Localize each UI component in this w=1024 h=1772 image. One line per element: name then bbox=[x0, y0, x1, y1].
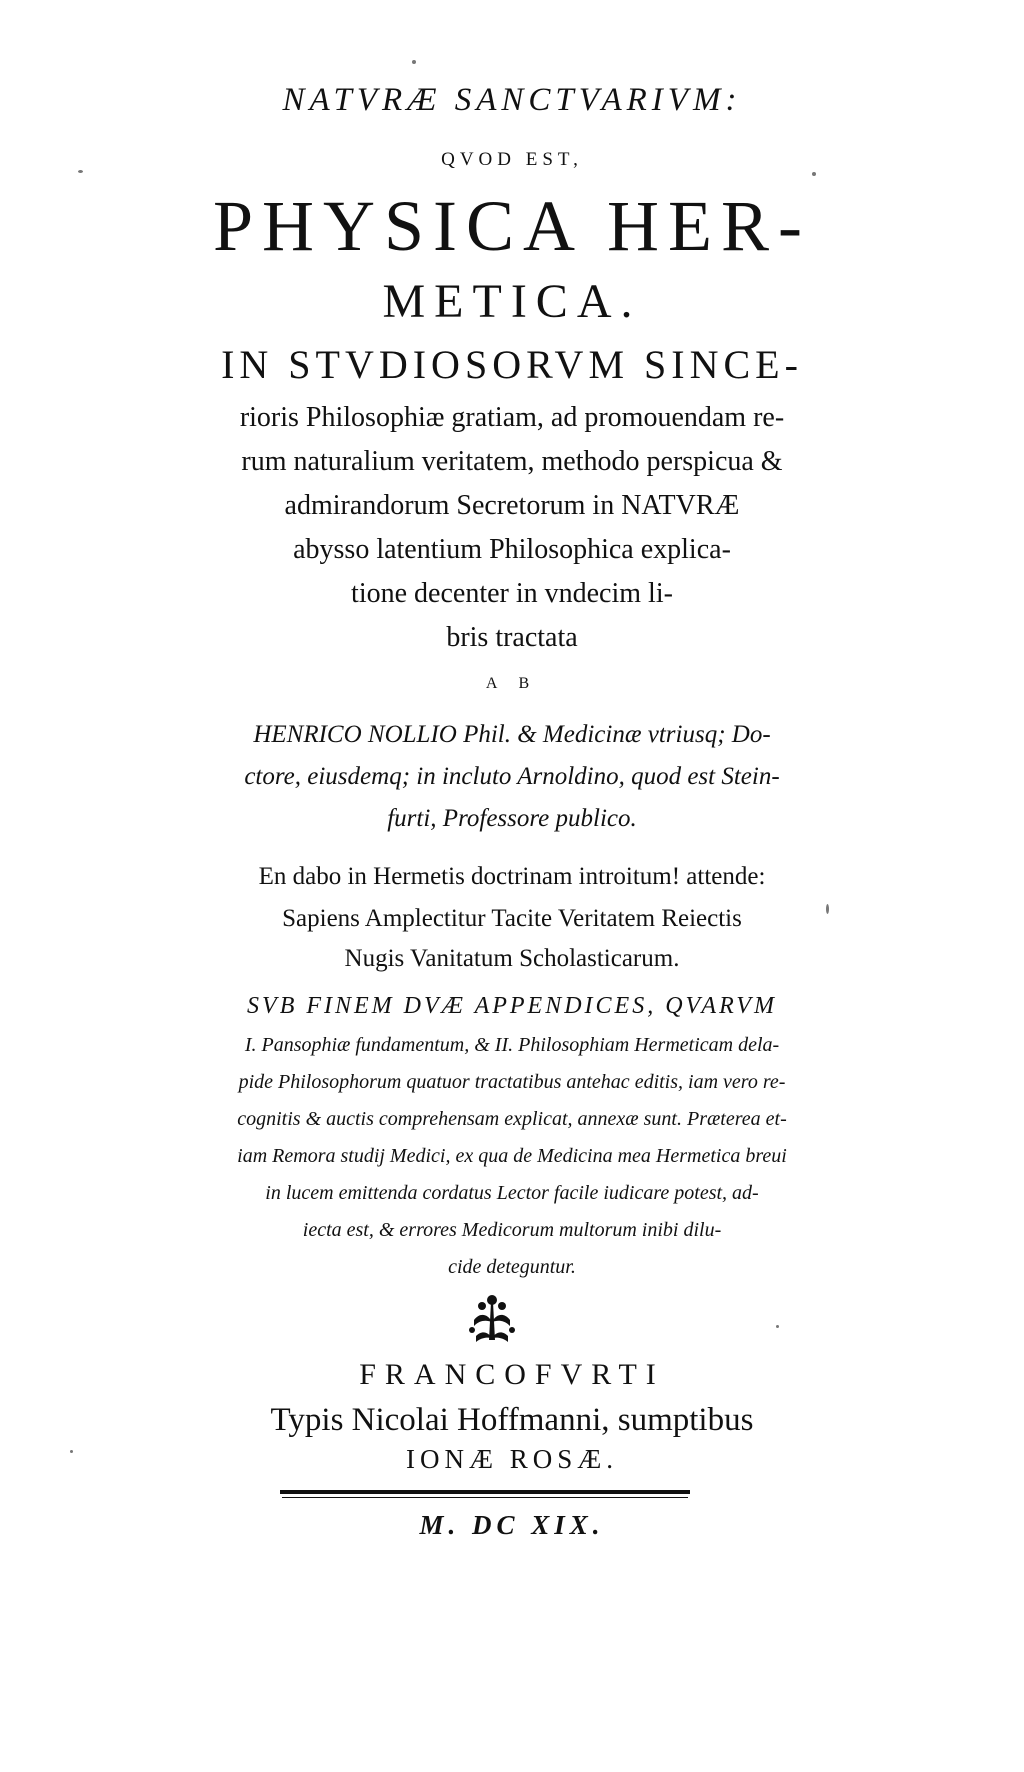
series-title: NATVRÆ SANCTVARIVM: bbox=[282, 82, 742, 118]
subtitle-line: rum naturalium veritatem, methodo perspicua & bbox=[241, 446, 783, 477]
print-speck bbox=[812, 172, 816, 176]
quod-est: QVOD EST, bbox=[441, 149, 583, 170]
author-line: furti, Professore publico. bbox=[387, 805, 637, 832]
appendices-line: cide deteguntur. bbox=[448, 1256, 576, 1278]
fleuron-icon bbox=[462, 1290, 522, 1350]
motto-line: Sapiens Amplectitur Tacite Veritatem Reiectis bbox=[282, 905, 742, 932]
imprint-publisher: IONÆ ROSÆ. bbox=[405, 1444, 619, 1474]
motto-line: Nugis Vanitatum Scholasticarum. bbox=[344, 945, 680, 972]
main-title-line-2: METICA. bbox=[382, 275, 642, 328]
appendices-line: iecta est, & errores Medicorum multorum inibi dilu- bbox=[302, 1219, 722, 1241]
appendices-line: iam Remora studij Medici, ex qua de Medicina mea Hermetica breui bbox=[237, 1145, 787, 1167]
author-line: HENRICO NOLLIO Phil. & Medicinæ vtriusq; Do- bbox=[253, 721, 771, 748]
print-speck bbox=[78, 170, 83, 173]
subtitle-line: bris tractata bbox=[446, 622, 578, 653]
appendices-line: I. Pansophiæ fundamentum, & II. Philosophiam Hermeticam dela- bbox=[244, 1034, 780, 1056]
author-line: ctore, eiusdemq; in incluto Arnoldino, quod est Stein- bbox=[244, 763, 780, 790]
main-title-line-1: PHYSICA HER- bbox=[212, 186, 812, 266]
print-speck bbox=[412, 60, 416, 64]
subtitle-line: admirandorum Secretorum in NATVRÆ bbox=[284, 490, 740, 521]
appendices-line: cognitis & auctis comprehensam explicat, annexæ sunt. Præterea et- bbox=[237, 1108, 787, 1130]
imprint-year: M. DC XIX. bbox=[419, 1510, 605, 1540]
imprint-city: FRANCOFVRTI bbox=[359, 1358, 665, 1391]
subtitle-line: abysso latentium Philosophica explica- bbox=[293, 534, 731, 565]
imprint-rule-thin bbox=[282, 1497, 688, 1498]
imprint-printer: Typis Nicolai Hoffmanni, sumptibus bbox=[270, 1402, 754, 1438]
subtitle-line: rioris Philosophiæ gratiam, ad promouendam re- bbox=[239, 402, 785, 433]
imprint-rule bbox=[280, 1490, 690, 1494]
subtitle-line: IN STVDIOSORVM SINCE- bbox=[221, 342, 803, 387]
print-speck bbox=[776, 1325, 779, 1328]
motto-line: En dabo in Hermetis doctrinam introitum! attende: bbox=[258, 863, 766, 890]
appendices-line: pide Philosophorum quatuor tractatibus antehac editis, iam vero re- bbox=[238, 1071, 786, 1093]
appendices-heading: SVB FINEM DVÆ APPENDICES, QVARVM bbox=[247, 993, 777, 1019]
appendices-line: in lucem emittenda cordatus Lector facile iudicare potest, ad- bbox=[265, 1182, 759, 1204]
ab-line: A B bbox=[485, 675, 539, 692]
subtitle-line: tione decenter in vndecim li- bbox=[351, 578, 673, 609]
